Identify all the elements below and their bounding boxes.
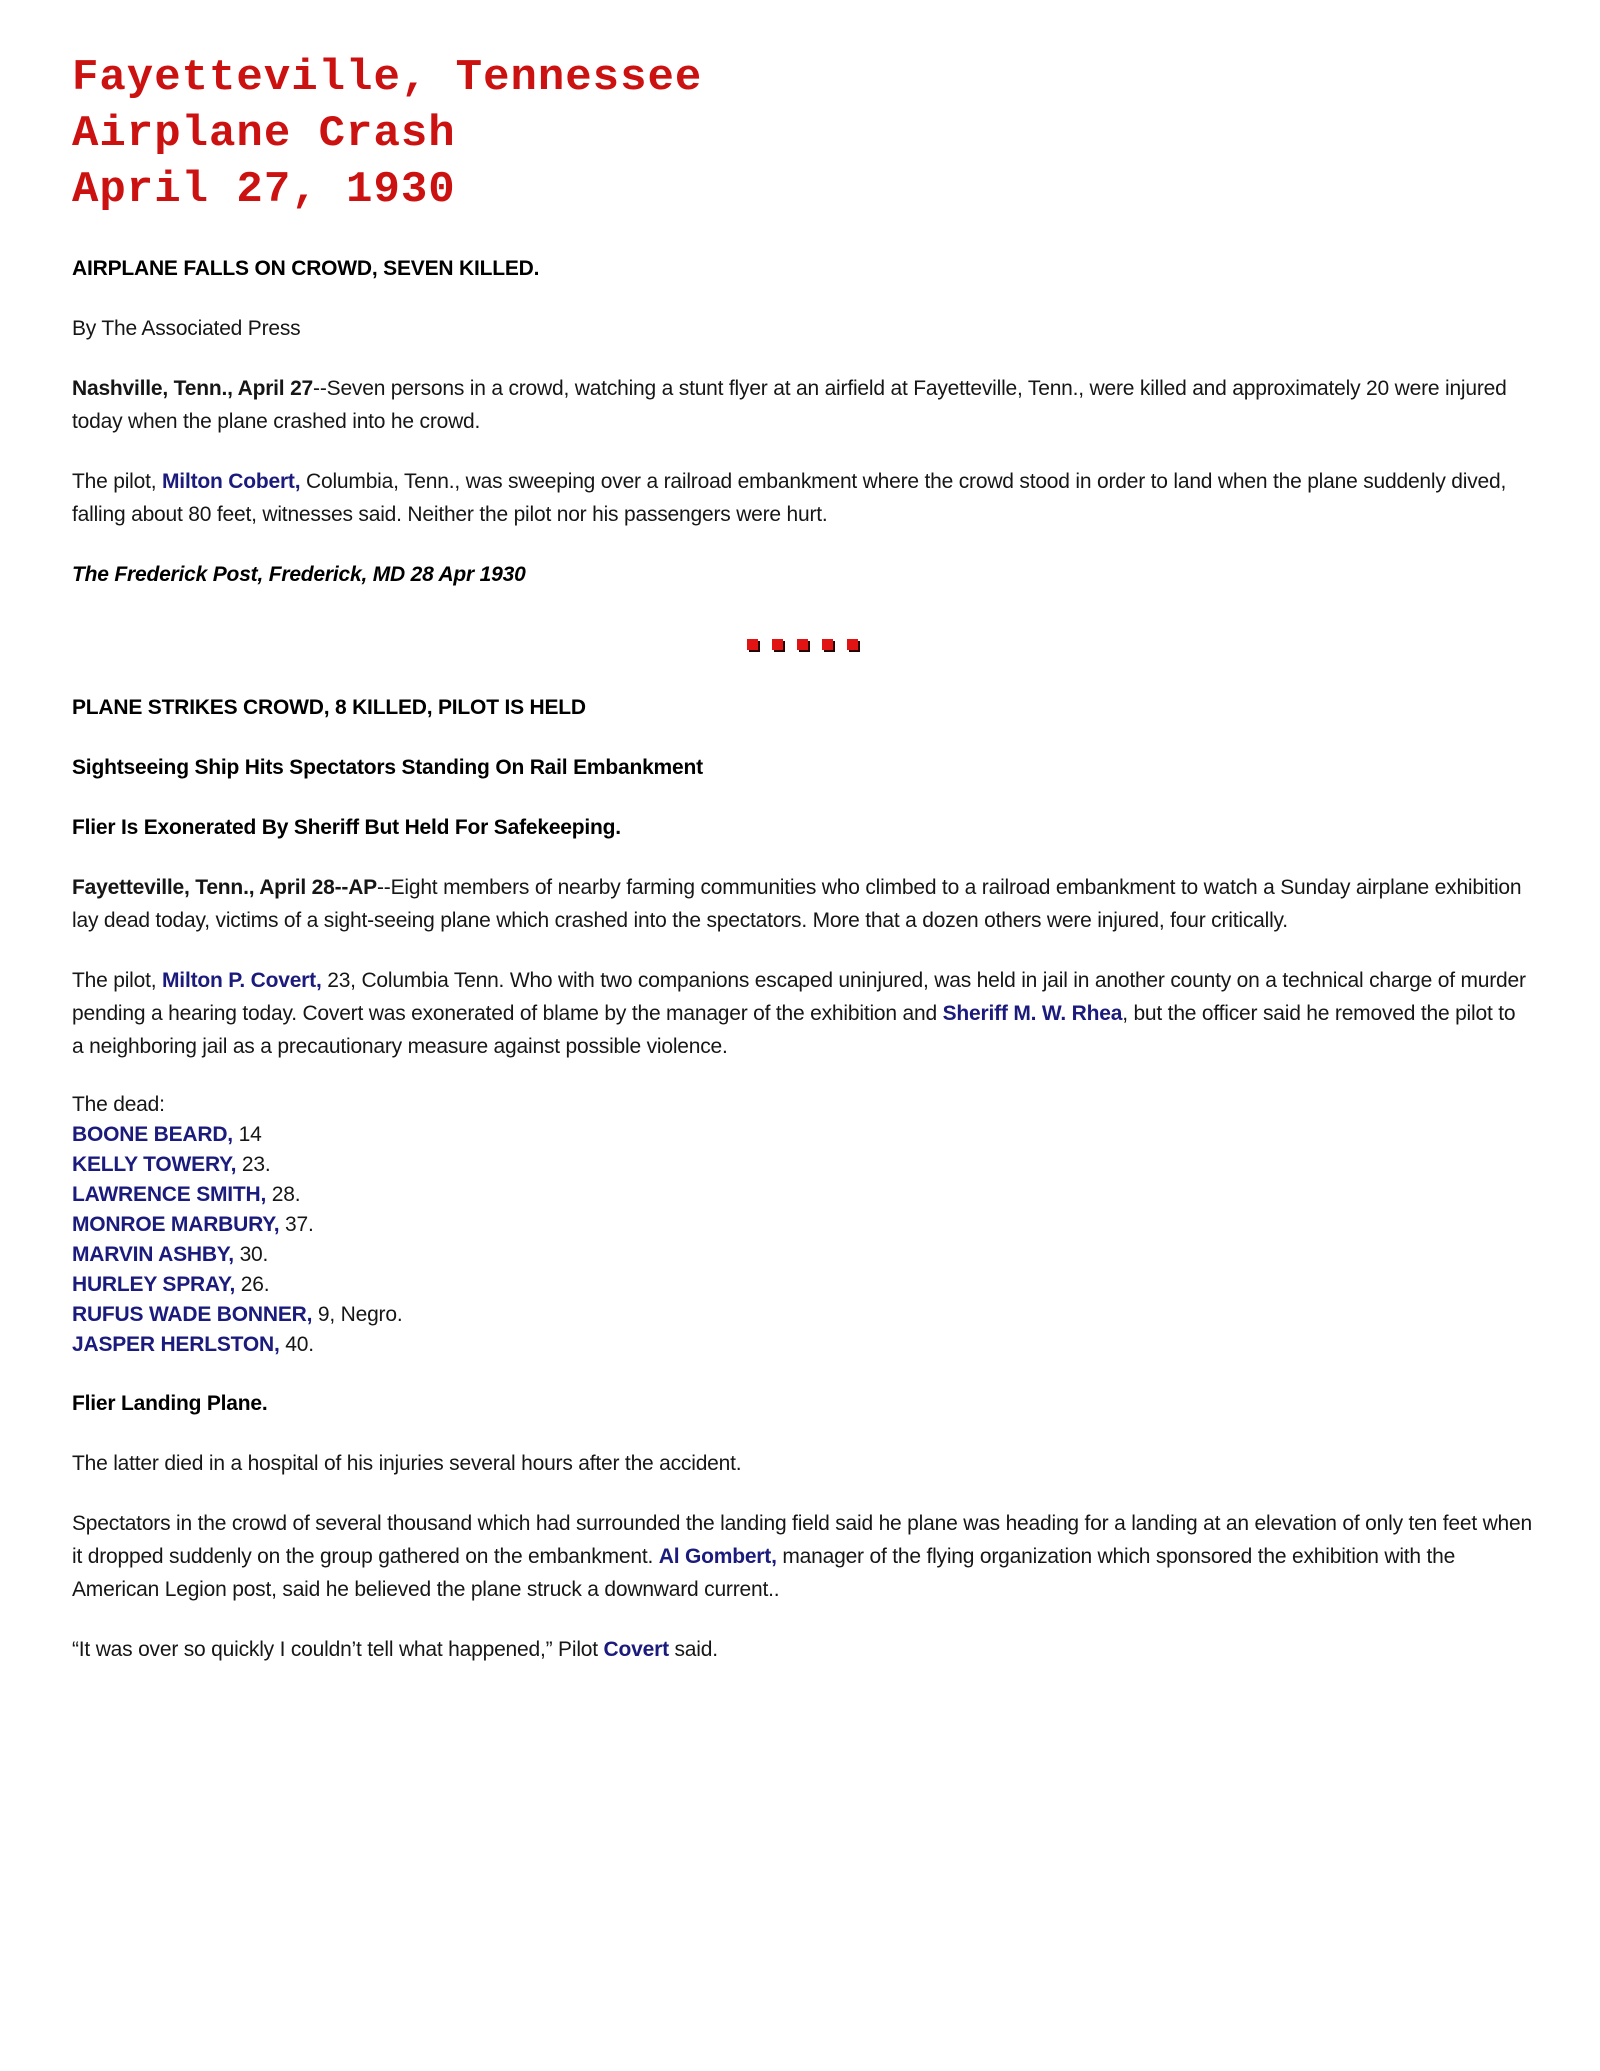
paragraph-nashville-text: --Seven persons in a crowd, watching a stunt flyer at an airfield at Fayetteville, Tenn., were killed and approximately 20 were injured today when the plane crashed into he crowd. — [72, 377, 1507, 433]
dead-entry-detail: 28. — [266, 1183, 301, 1206]
subhead-flier-exonerated: Flier Is Exonerated By Sheriff But Held For Safekeeping. — [72, 816, 621, 839]
dead-list-entry — [72, 1150, 1532, 1180]
section-divider — [72, 637, 1532, 651]
source-citation: The Frederick Post, Frederick, MD 28 Apr 1930 — [72, 563, 526, 586]
dead-list-entry — [72, 1300, 1532, 1330]
paragraph-latter-died: The latter died in a hospital of his injuries several hours after the accident. — [72, 1452, 742, 1475]
paragraph-pilot-2-text: , but the officer said he removed the pilot to a neighboring jail as a precautionary measure against possible violence. — [72, 1002, 1516, 1058]
dead-list-entry — [72, 1330, 1532, 1360]
paragraph-fayetteville — [72, 871, 1532, 937]
red-square-icon — [747, 639, 758, 650]
dead-entry-detail: 14 — [232, 1123, 262, 1146]
byline: By The Associated Press — [72, 317, 301, 340]
person-name-milton-cobert: Milton Cobert, — [162, 470, 301, 493]
red-square-icon — [847, 639, 858, 650]
person-name-kelly-towery: KELLY TOWERY, — [72, 1153, 237, 1176]
dead-list-label: The dead: — [72, 1093, 165, 1116]
title-line-3: April 27, 1930 — [72, 165, 456, 215]
dead-list-entry — [72, 1210, 1532, 1240]
dateline-fayetteville: Fayetteville, Tenn., April 28--AP — [72, 876, 377, 899]
person-name-marvin-ashby: MARVIN ASHBY, — [72, 1243, 234, 1266]
person-name-hurley-spray: HURLEY SPRAY, — [72, 1273, 236, 1296]
dead-list-entry — [72, 1180, 1532, 1210]
red-square-icon — [822, 639, 833, 650]
person-name-sheriff-rhea: Sheriff M. W. Rhea — [942, 1002, 1123, 1025]
dead-list-entry — [72, 1120, 1532, 1150]
dead-entry-detail: 26. — [235, 1273, 270, 1296]
paragraph-pilot-1-pre: The pilot, — [72, 470, 163, 493]
paragraph-nashville — [72, 372, 1532, 438]
title-line-1: Fayetteville, Tennessee — [72, 53, 703, 103]
paragraph-pilot-2-mid: 23, Columbia Tenn. Who with two companions escaped uninjured, was held in jail in another county on a technical charge of murder pending a hearing today. Covert was exonerated of blame by the manager of the exhibition and — [72, 969, 1526, 1025]
paragraph-pilot-1-text: Columbia, Tenn., was sweeping over a railroad embankment where the crowd stood in order to land when the plane suddenly dived, falling about 80 feet, witnesses said. Neither the pilot nor his passengers were hurt. — [72, 470, 1507, 526]
subhead-sightseeing: Sightseeing Ship Hits Spectators Standing On Rail Embankment — [72, 756, 703, 779]
person-name-jasper-herlston: JASPER HERLSTON, — [72, 1333, 280, 1356]
dead-entry-detail: 23. — [236, 1153, 271, 1176]
red-square-icon — [797, 639, 808, 650]
paragraph-spectators — [72, 1507, 1532, 1606]
title-line-2: Airplane Crash — [72, 109, 456, 159]
paragraph-spectators-text: manager of the flying organization which sponsored the exhibition with the American Legion post, said he believed the plane struck a downward current.. — [72, 1545, 1456, 1601]
person-name-al-gombert: Al Gombert, — [658, 1545, 777, 1568]
paragraph-fayetteville-text: --Eight members of nearby farming communities who climbed to a railroad embankment to watch a Sunday airplane exhibition lay dead today, victims of a sight-seeing plane which crashed into the spectators. More that a dozen others were injured, four critically. — [72, 876, 1522, 932]
paragraph-pilot-2 — [72, 964, 1532, 1063]
red-square-icon — [772, 639, 783, 650]
paragraph-quote-text: said. — [668, 1638, 718, 1661]
page-title — [72, 50, 1532, 218]
dead-list-entry — [72, 1270, 1532, 1300]
dead-entry-detail: 40. — [279, 1333, 314, 1356]
paragraph-spectators-pre: Spectators in the crowd of several thousand which had surrounded the landing field said he plane was heading for a landing at an elevation of only ten feet when it dropped suddenly on the group gathered on the embankment. — [72, 1512, 1532, 1568]
headline-article-1: AIRPLANE FALLS ON CROWD, SEVEN KILLED. — [72, 257, 540, 280]
dateline-nashville: Nashville, Tenn., April 27 — [72, 377, 314, 400]
person-name-covert: Covert — [603, 1638, 669, 1661]
person-name-boone-beard: BOONE BEARD, — [72, 1123, 233, 1146]
dead-list — [72, 1090, 1532, 1360]
person-name-milton-covert: Milton P. Covert, — [162, 969, 322, 992]
paragraph-pilot-2-pre: The pilot, — [72, 969, 163, 992]
dead-entry-detail: 30. — [233, 1243, 269, 1266]
headline-article-2: PLANE STRIKES CROWD, 8 KILLED, PILOT IS HELD — [72, 696, 586, 719]
person-name-rufus-wade-bonner: RUFUS WADE BONNER, — [72, 1303, 313, 1326]
paragraph-quote — [72, 1633, 1532, 1666]
person-name-lawrence-smith: LAWRENCE SMITH, — [72, 1183, 267, 1206]
dead-list-entry — [72, 1240, 1532, 1270]
subhead-flier-landing: Flier Landing Plane. — [72, 1392, 268, 1415]
paragraph-pilot-1 — [72, 465, 1532, 531]
dead-entry-detail: 37. — [279, 1213, 314, 1236]
person-name-monroe-marbury: MONROE MARBURY, — [72, 1213, 280, 1236]
paragraph-quote-pre: “It was over so quickly I couldn’t tell what happened,” Pilot — [72, 1638, 604, 1661]
dead-entry-detail: 9, Negro. — [312, 1303, 403, 1326]
